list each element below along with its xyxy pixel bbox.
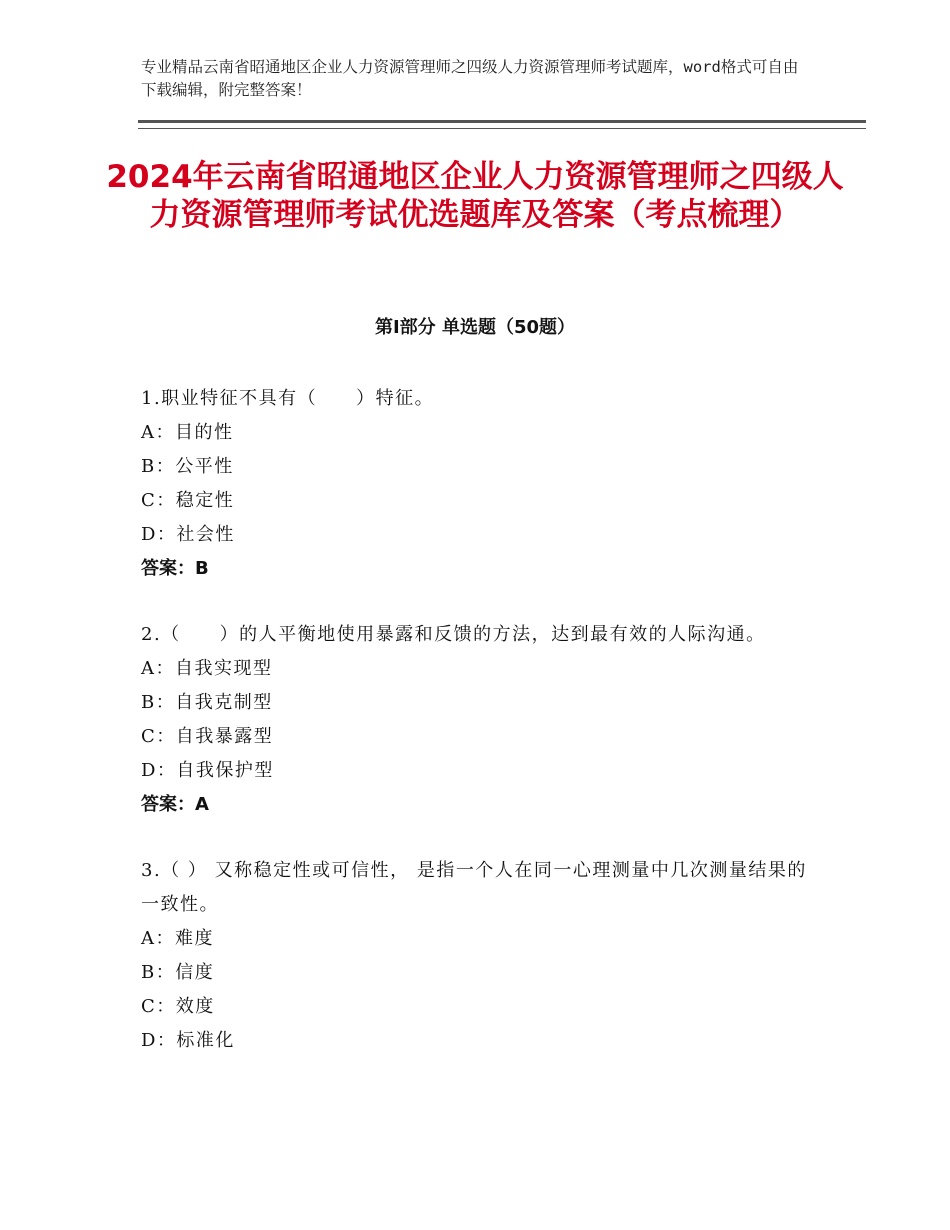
- question-1: [141, 382, 811, 586]
- option-b: B：信度: [141, 962, 215, 983]
- question-3: [141, 854, 811, 1058]
- header-note: 专业精品云南省昭通地区企业人力资源管理师之四级人力资源管理师考试题库，word格式可自由下载编辑，附完整答案！: [141, 58, 799, 99]
- question-spacer: [141, 586, 811, 618]
- option-c: C：稳定性: [141, 490, 235, 511]
- option-a: A：目的性: [141, 422, 234, 443]
- question-stem: 2.（ ）的人平衡地使用暴露和反馈的方法，达到最有效的人际沟通。: [141, 624, 766, 645]
- option-c: C：效度: [141, 996, 215, 1017]
- option-d: D：自我保护型: [141, 760, 274, 781]
- question-stem: 3.（ ） 又称稳定性或可信性， 是指一个人在同一心理测量中几次测量结果的一致性。: [141, 860, 807, 915]
- option-b: B：自我克制型: [141, 692, 273, 713]
- question-2: [141, 618, 811, 822]
- option-a: A：难度: [141, 928, 214, 949]
- option-b: B：公平性: [141, 456, 234, 477]
- option-d: D：社会性: [141, 524, 235, 545]
- question-spacer: [141, 822, 811, 854]
- option-a: A：自我实现型: [141, 658, 273, 679]
- section-heading: 第Ⅰ部分 单选题（50题）: [374, 317, 575, 338]
- option-d: D：标准化: [141, 1030, 235, 1051]
- document-title: 2024年云南省昭通地区企业人力资源管理师之四级人力资源管理师考试优选题库及答案（考点梳理）: [106, 159, 844, 233]
- question-stem: 1.职业特征不具有（ ）特征。: [141, 388, 435, 409]
- option-c: C：自我暴露型: [141, 726, 274, 747]
- answer-line: 答案：A: [141, 794, 209, 815]
- answer-line: 答案：B: [141, 558, 209, 579]
- header-divider: [138, 120, 866, 129]
- question-list: [141, 382, 811, 1058]
